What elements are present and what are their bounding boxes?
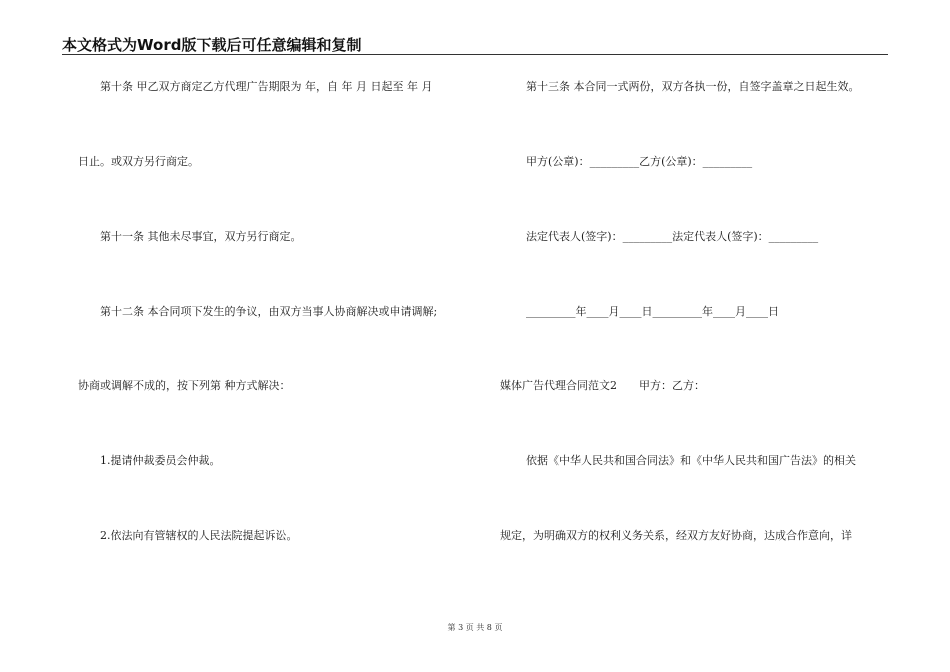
page-header-title: 本文格式为Word版下载后可任意编辑和复制: [62, 36, 362, 54]
paragraph-line: 第十二条 本合同项下发生的争议，由双方当事人协商解决或申请调解;: [100, 305, 438, 318]
signature-line: 法定代表人(签字)：_________法定代表人(签字)：_________: [526, 230, 819, 243]
paragraph-line: 日止。或双方另行商定。: [78, 155, 199, 168]
paragraph-line: 第十三条 本合同一式两份，双方各执一份，自签字盖章之日起生效。: [526, 80, 860, 93]
paragraph-line: 2.依法向有管辖权的人民法院提起诉讼。: [100, 529, 298, 542]
paragraph-line: 依据《中华人民共和国合同法》和《中华人民共和国广告法》的相关: [526, 454, 856, 467]
section-title: 媒体广告代理合同范文2 甲方：乙方：: [500, 379, 705, 392]
page-number: 第 3 页 共 8 页: [447, 623, 503, 632]
date-line: _________年____月____日_________年____月____日: [526, 305, 779, 318]
signature-line: 甲方(公章)：_________乙方(公章)：_________: [526, 155, 753, 168]
paragraph-line: 1.提请仲裁委员会仲裁。: [100, 454, 221, 467]
paragraph-line: 协商或调解不成的，按下列第 种方式解决：: [78, 379, 291, 392]
header-divider: [62, 54, 888, 55]
paragraph-line: 第十条 甲乙双方商定乙方代理广告期限为 年，自 年 月 日起至 年 月: [100, 80, 433, 93]
paragraph-line: 第十一条 其他未尽事宜，双方另行商定。: [100, 230, 302, 243]
paragraph-line: 规定，为明确双方的权利义务关系，经双方友好协商，达成合作意向，详: [500, 529, 852, 542]
